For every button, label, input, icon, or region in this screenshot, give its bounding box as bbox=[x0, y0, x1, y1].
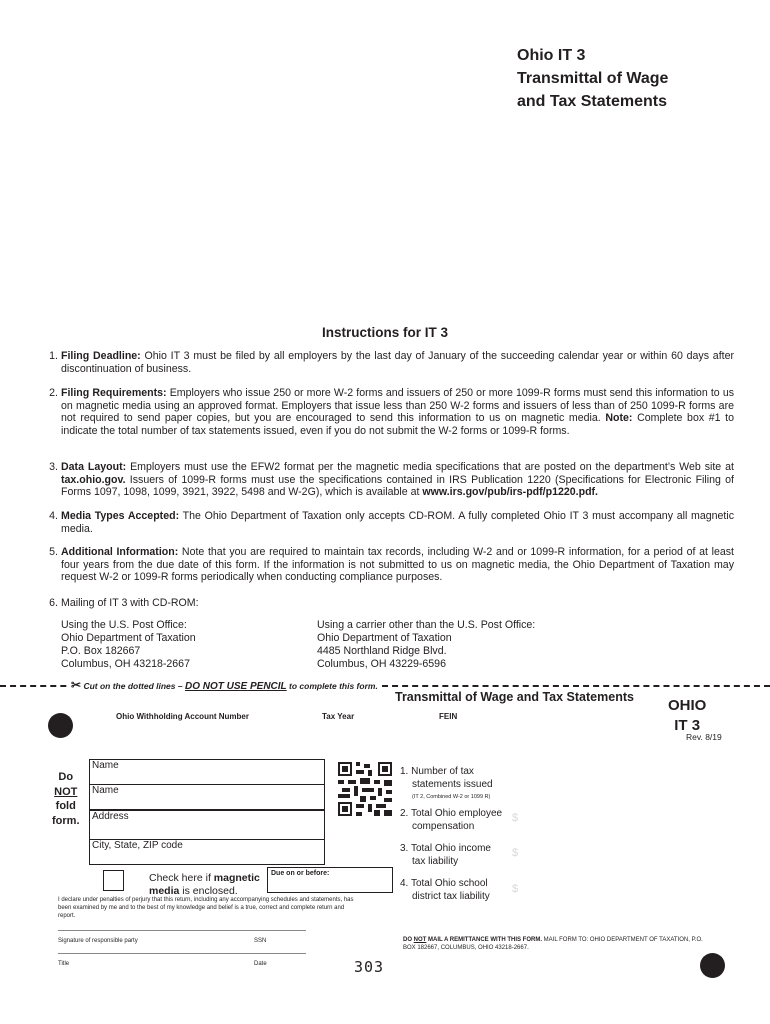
ohio-tax-link[interactable]: tax.ohio.gov. bbox=[61, 473, 126, 486]
address-line: P.O. Box 182667 bbox=[61, 645, 141, 657]
mail-address-usps bbox=[61, 619, 196, 671]
scissors-icon: ✂ bbox=[71, 678, 82, 692]
address-label: Address bbox=[92, 811, 129, 822]
instruction-item bbox=[28, 597, 734, 610]
date-label: Date bbox=[254, 961, 267, 967]
mail-address-carrier bbox=[317, 619, 535, 671]
form-state: OHIO bbox=[668, 697, 707, 714]
instruction-item bbox=[28, 350, 734, 375]
registration-mark bbox=[700, 953, 725, 978]
title-line-3: and Tax Statements bbox=[517, 93, 667, 110]
name-label: Name bbox=[92, 785, 119, 796]
line-label: district tax liability bbox=[412, 890, 490, 902]
name-label: Name bbox=[92, 760, 119, 771]
page-title bbox=[517, 44, 668, 113]
irs-pub-link[interactable]: www.irs.gov/pub/irs-pdf/p1220.pdf. bbox=[422, 486, 599, 498]
city-state-zip-field[interactable] bbox=[89, 839, 325, 865]
instruction-text: Employers who issue 250 or more W-2 forms and issuers of 250 or more 1099-R forms must send this information to us on magnetic media using an approved format. Employers that issue less than 250 W-2 forms and issuers of less than of 250 1099-R forms are not required to send paper copies, but you are encouraged to send this information to us on magnetic media. bbox=[61, 387, 735, 424]
instruction-heading: Additional Information: bbox=[61, 546, 179, 558]
tax-year-label: Tax Year bbox=[322, 712, 355, 721]
no-fold-line: form. bbox=[52, 814, 80, 827]
title-line[interactable] bbox=[58, 953, 306, 954]
instruction-text-2: Issuers of 1099-R forms must use the specifications contained in IRS Publication 1220 (Specifications for Electronic Filing of Forms 1097, 1098, 1099, 3921, 3922, 5498 and W-2G), which is available at bbox=[61, 473, 734, 498]
title-line-2: Transmittal of Wage bbox=[517, 70, 669, 87]
magnetic-text: Check here if bbox=[149, 872, 214, 884]
instruction-number: 1. bbox=[49, 350, 58, 362]
instruction-item bbox=[28, 387, 734, 437]
address-line: Using a carrier other than the U.S. Post Office: bbox=[317, 619, 536, 631]
remit-text: MAIL A REMITTANCE WITH THIS FORM. bbox=[426, 937, 542, 943]
name-field-2[interactable] bbox=[89, 784, 325, 810]
instruction-item bbox=[28, 546, 734, 584]
no-fold-line: Do bbox=[58, 771, 74, 783]
ssn-label: SSN bbox=[254, 938, 267, 944]
form-id bbox=[668, 696, 706, 736]
magnetic-text: magnetic bbox=[213, 872, 260, 884]
magnetic-media-label bbox=[149, 872, 260, 898]
address-line: Using the U.S. Post Office: bbox=[61, 619, 187, 631]
magnetic-text: media bbox=[149, 885, 180, 897]
instruction-heading: Data Layout: bbox=[61, 461, 127, 473]
declaration-text: I declare under penalties of perjury that this return, including any accompanying schedules and statements, has been examined by me and to the best of my knowledge and belief is a true, correct and complete return and report. bbox=[58, 897, 354, 919]
dollar-sign: $ bbox=[512, 883, 519, 895]
form-number: IT 3 bbox=[674, 717, 701, 734]
address-line: 4485 Northland Ridge Blvd. bbox=[317, 645, 447, 657]
instruction-note-heading: Note: bbox=[605, 412, 633, 424]
address-line: Columbus, OH 43229-6596 bbox=[317, 658, 446, 670]
line-label: tax liability bbox=[412, 855, 459, 867]
signature-line[interactable] bbox=[58, 930, 306, 931]
form-code: 303 bbox=[354, 958, 385, 976]
address-field[interactable] bbox=[89, 810, 325, 840]
remit-text: NOT bbox=[413, 937, 427, 943]
instruction-heading: Filing Requirements: bbox=[61, 387, 167, 399]
address-line: Ohio Department of Taxation bbox=[317, 632, 452, 644]
cut-text-3: to complete this form. bbox=[286, 681, 378, 691]
due-date-label: Due on or before: bbox=[271, 870, 330, 877]
dollar-sign: $ bbox=[512, 847, 519, 859]
magnetic-media-checkbox[interactable] bbox=[103, 870, 124, 891]
instruction-text: Mailing of IT 3 with CD-ROM: bbox=[61, 597, 199, 609]
cut-text-1: Cut on the dotted lines – bbox=[83, 681, 185, 691]
instruction-number: 3. bbox=[49, 461, 58, 473]
instructions-title: Instructions for IT 3 bbox=[321, 325, 448, 340]
due-date-box[interactable] bbox=[267, 867, 393, 893]
signature-label: Signature of responsible party bbox=[58, 938, 138, 944]
revision-date: Rev. 8/19 bbox=[686, 732, 722, 742]
remittance-notice bbox=[403, 937, 703, 952]
line-item-compensation bbox=[400, 808, 502, 833]
instruction-heading: Media Types Accepted: bbox=[61, 510, 180, 522]
line-item-school-district bbox=[400, 878, 490, 903]
instruction-number: 2. bbox=[49, 387, 58, 399]
instruction-text: Note that you are required to maintain tax records, including W-2 and or 1099-R information, for a period of at least four years from the due date of this form. If the information is not submitted to us on magnetic media, the Ohio Department of Taxation may request W-2 or 1099-R forms periodically when conducting compliance purposes. bbox=[61, 546, 734, 583]
remit-text: MAIL FORM TO: OHIO DEPARTMENT OF TAXATION, P.O. BOX 182667, COLUMBUS, OHIO 43218-2667. bbox=[403, 937, 703, 951]
instruction-item bbox=[28, 461, 734, 499]
fein-label: FEIN bbox=[439, 712, 458, 721]
instruction-text: Employers must use the EFW2 format per the magnetic media specifications that are posted on the department’s Web site at bbox=[126, 461, 734, 473]
line-label: 2. Total Ohio employee bbox=[400, 808, 503, 819]
line-sublabel: (IT 2, Combined W-2 or 1099 R) bbox=[412, 794, 491, 800]
line-label: statements issued bbox=[412, 778, 493, 790]
instruction-text: The Ohio Department of Taxation only accepts CD-ROM. A fully completed Ohio IT 3 must accompany all magnetic media. bbox=[61, 510, 734, 535]
dollar-sign: $ bbox=[512, 812, 519, 824]
city-state-zip-label: City, State, ZIP code bbox=[92, 840, 183, 851]
account-number-label: Ohio Withholding Account Number bbox=[116, 712, 249, 721]
line-label: 3. Total Ohio income bbox=[400, 843, 491, 854]
instruction-item bbox=[28, 510, 734, 535]
line-label: compensation bbox=[412, 820, 475, 832]
instruction-number: 5. bbox=[49, 546, 58, 558]
address-line: Columbus, OH 43218-2667 bbox=[61, 658, 190, 670]
line-label: 4. Total Ohio school bbox=[400, 878, 488, 889]
qr-code bbox=[338, 762, 392, 816]
instruction-text: Ohio IT 3 must be filed by all employers by the last day of January of the succeeding calendar year or within 60 days after discontinuation of business. bbox=[61, 350, 734, 375]
do-not-fold-notice bbox=[52, 770, 80, 828]
instruction-heading: Filing Deadline: bbox=[61, 350, 141, 362]
name-field-1[interactable] bbox=[89, 759, 325, 785]
address-line: Ohio Department of Taxation bbox=[61, 632, 196, 644]
line-label: 1. Number of tax bbox=[400, 766, 474, 777]
no-fold-line: NOT bbox=[54, 785, 78, 798]
title-label: Title bbox=[58, 961, 70, 967]
instruction-number: 6. bbox=[49, 597, 58, 609]
cut-instruction bbox=[68, 678, 381, 692]
line-item-income-tax bbox=[400, 843, 491, 868]
instruction-number: 4. bbox=[49, 510, 58, 522]
cut-text-pencil: DO NOT USE PENCIL bbox=[184, 681, 287, 692]
no-fold-line: fold bbox=[55, 800, 76, 812]
instruction-note-text: Complete box #1 to indicate the total number of tax statements issued, even if you do not submit the W-2 forms or 1099-R forms. bbox=[61, 412, 735, 437]
magnetic-text: is enclosed. bbox=[179, 885, 238, 897]
form-title: Transmittal of Wage and Tax Statements bbox=[395, 690, 634, 704]
line-item-tax-statements bbox=[400, 766, 493, 804]
remit-text: DO bbox=[403, 937, 414, 943]
registration-mark bbox=[48, 713, 73, 738]
title-line-1: Ohio IT 3 bbox=[517, 47, 586, 64]
